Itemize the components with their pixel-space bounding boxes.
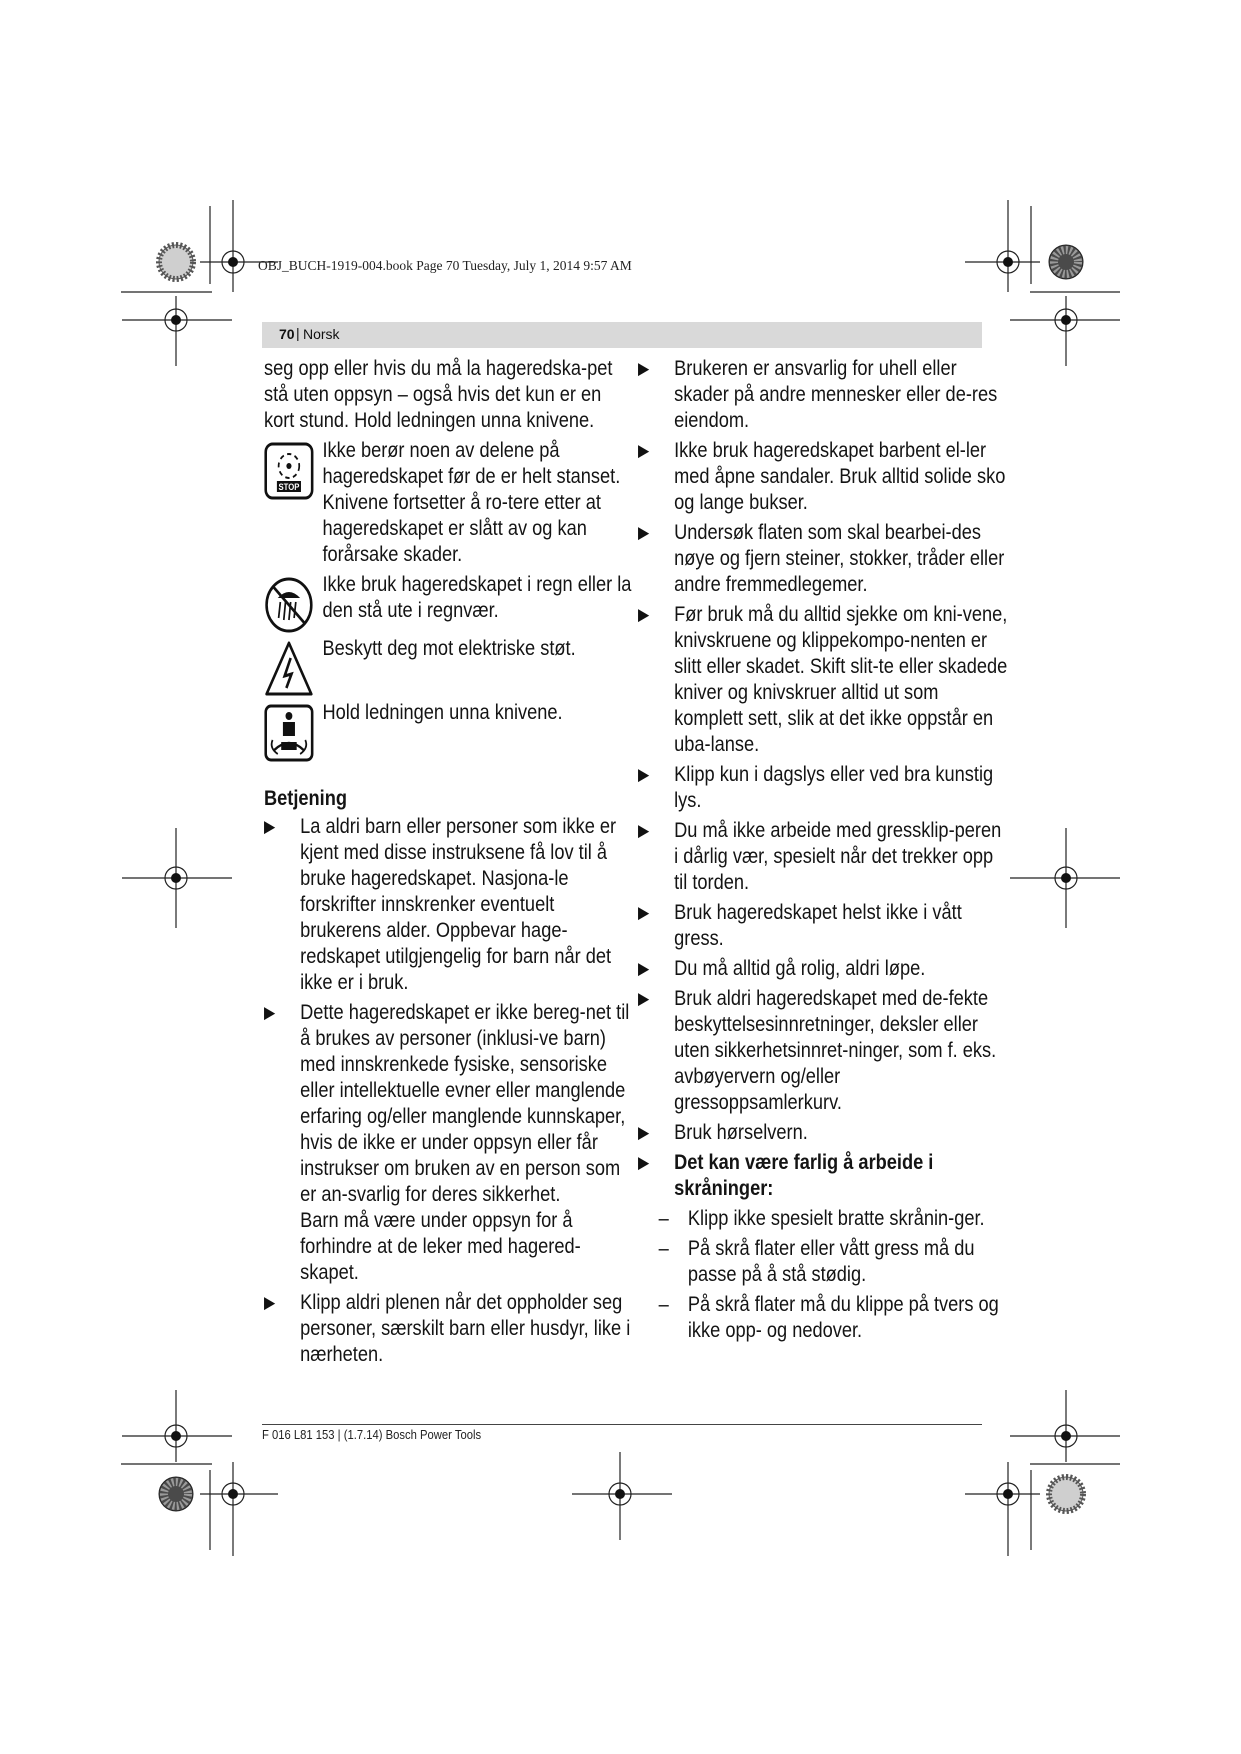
right-column xyxy=(638,356,1008,1348)
bullet-arrow-icon: ▶ xyxy=(638,765,650,784)
bullet-arrow-icon: ▶ xyxy=(264,817,276,836)
bullet-arrow-icon: ▶ xyxy=(638,605,650,624)
list-item: ▶ Du må alltid gå rolig, aldri løpe. xyxy=(638,957,926,980)
header-separator: | xyxy=(296,325,300,341)
print-slug-line: OBJ_BUCH-1919-004.book Page 70 Tuesday, July 1, 2014 9:57 AM xyxy=(258,258,632,273)
electric-shock-icon xyxy=(264,640,314,698)
list-item-extra: Barn må være under oppsyn for å forhindre at de leker med hagered-skapet. xyxy=(300,1209,581,1284)
list-item: ▶ Bruk hageredskapet helst ikke i vått gress. xyxy=(638,901,962,950)
list-item: ▶ Brukeren er ansvarlig for uhell eller skader på andre mennesker eller de-res eiendom. xyxy=(638,357,998,432)
list-item: ▶ Klipp kun i dagslys eller ved bra kunstig lys. xyxy=(638,763,994,812)
page-number: 70 xyxy=(279,326,295,342)
bullet-arrow-icon: ▶ xyxy=(638,441,650,460)
list-item: ▶ Ikke bruk hageredskapet barbent el-ler med åpne sandaler. Bruk alltid solide sko og lange bukser. xyxy=(638,439,1006,514)
bullet-arrow-icon: ▶ xyxy=(638,359,650,378)
warning-rain-block xyxy=(264,572,634,632)
svg-text:STOP: STOP xyxy=(278,481,300,493)
list-item: ▶ Du må ikke arbeide med gressklip-peren i dårlig vær, spesielt når det trekker opp til torden. xyxy=(638,819,1002,894)
list-item: ▶ Før bruk må du alltid sjekke om kni-vene, knivskruene og klippekompo-nenten er slitt eller skadet. Skift slit-te eller skadede kniver og knivskruer alltid ut som komplett sett, slik at det ikke oppstår en uba-lanse. xyxy=(638,603,1008,756)
list-item: ▶ Undersøk flaten som skal bearbei-des nøye og fjern steiner, stokker, tråder eller andre fremmedlegemer. xyxy=(638,521,1005,596)
list-item: ▶ Bruk hørselvern. xyxy=(638,1121,808,1144)
footer-rule xyxy=(262,1424,982,1425)
bullet-arrow-icon: ▶ xyxy=(638,523,650,542)
warning-rain-text: Ikke bruk hageredskapet i regn eller la den stå ute i regnvær. xyxy=(322,573,632,622)
bullet-arrow-icon: ▶ xyxy=(638,959,650,978)
warning-cable-text: Hold ledningen unna knivene. xyxy=(322,701,563,724)
bullet-arrow-icon: ▶ xyxy=(638,1123,650,1142)
no-rain-icon xyxy=(264,576,314,634)
page-header-bar xyxy=(262,322,982,348)
list-item: ▶ Bruk aldri hageredskapet med de-fekte beskyttelsesinnretninger, deksler eller uten sikkerhetsinnret-ninger, som f. eks. avbøyervern og/eller gressoppsamlerkurv. xyxy=(638,987,997,1114)
warning-cable-block xyxy=(264,700,634,760)
page-footer: F 016 L81 153 | (1.7.14) Bosch Power Tools xyxy=(262,1428,482,1442)
stop-rotating-parts-icon xyxy=(264,442,314,500)
section-heading: Betjening xyxy=(264,787,348,810)
bullet-arrow-icon: ▶ xyxy=(638,903,650,922)
bullet-arrow-icon: ▶ xyxy=(638,821,650,840)
list-item-slopes: ▶ Det kan være farlig å arbeide i skråninger: xyxy=(638,1151,934,1200)
left-column xyxy=(264,356,634,1372)
warning-stop-text: Ikke berør noen av delene på hageredskapet før de er helt stanset. Knivene fortsetter å ro-tere etter at hageredskapet er slått av og kan forårsake skader. xyxy=(322,439,621,566)
intro-paragraph: seg opp eller hvis du må la hageredska-pet stå uten oppsyn – også hvis det kun er en kort stund. Hold ledningen unna knivene. xyxy=(264,357,613,432)
slope-sub-item: – På skrå flater eller vått gress må du passe på å stå stødig. xyxy=(658,1237,975,1286)
warning-shock-block xyxy=(264,636,634,696)
slope-sub-item: – Klipp ikke spesielt bratte skrånin-ger. xyxy=(658,1207,985,1230)
slope-sub-item: – På skrå flater må du klippe på tvers og ikke opp- og nedover. xyxy=(658,1293,999,1342)
list-item: ▶ Klipp aldri plenen når det oppholder seg personer, særskilt barn eller husdyr, like i nærheten. xyxy=(264,1291,631,1366)
bullet-arrow-icon: ▶ xyxy=(264,1003,276,1022)
list-item: ▶ Dette hageredskapet er ikke bereg-net til å brukes av personer (inklusi-ve barn) med innskrenkede fysiske, sensoriske eller intellektuelle evner eller manglende erfaring og/eller manglende kunnskaper, hvis de ikke er under oppsyn eller får instrukser om bruken av en person som er an-svarlig for deres sikkerhet. Barn må være under oppsyn for å forhindre at de leker med hagered-skapet. xyxy=(264,1000,634,1286)
header-language: Norsk xyxy=(303,326,340,342)
cable-away-icon xyxy=(264,704,314,762)
warning-shock-text: Beskytt deg mot elektriske støt. xyxy=(322,637,576,660)
warning-stop-block xyxy=(264,438,634,568)
list-item: ▶ La aldri barn eller personer som ikke er kjent med disse instruksene få lov til å bruke hageredskapet. Nasjona-le forskrifter innskrenker eventuelt brukerens alder. Oppbevar hage-redskapet utilgjengelig for barn når det ikke er i bruk. xyxy=(264,815,617,994)
bullet-arrow-icon: ▶ xyxy=(638,1153,650,1172)
bullet-arrow-icon: ▶ xyxy=(638,989,650,1008)
bullet-arrow-icon: ▶ xyxy=(264,1293,276,1312)
